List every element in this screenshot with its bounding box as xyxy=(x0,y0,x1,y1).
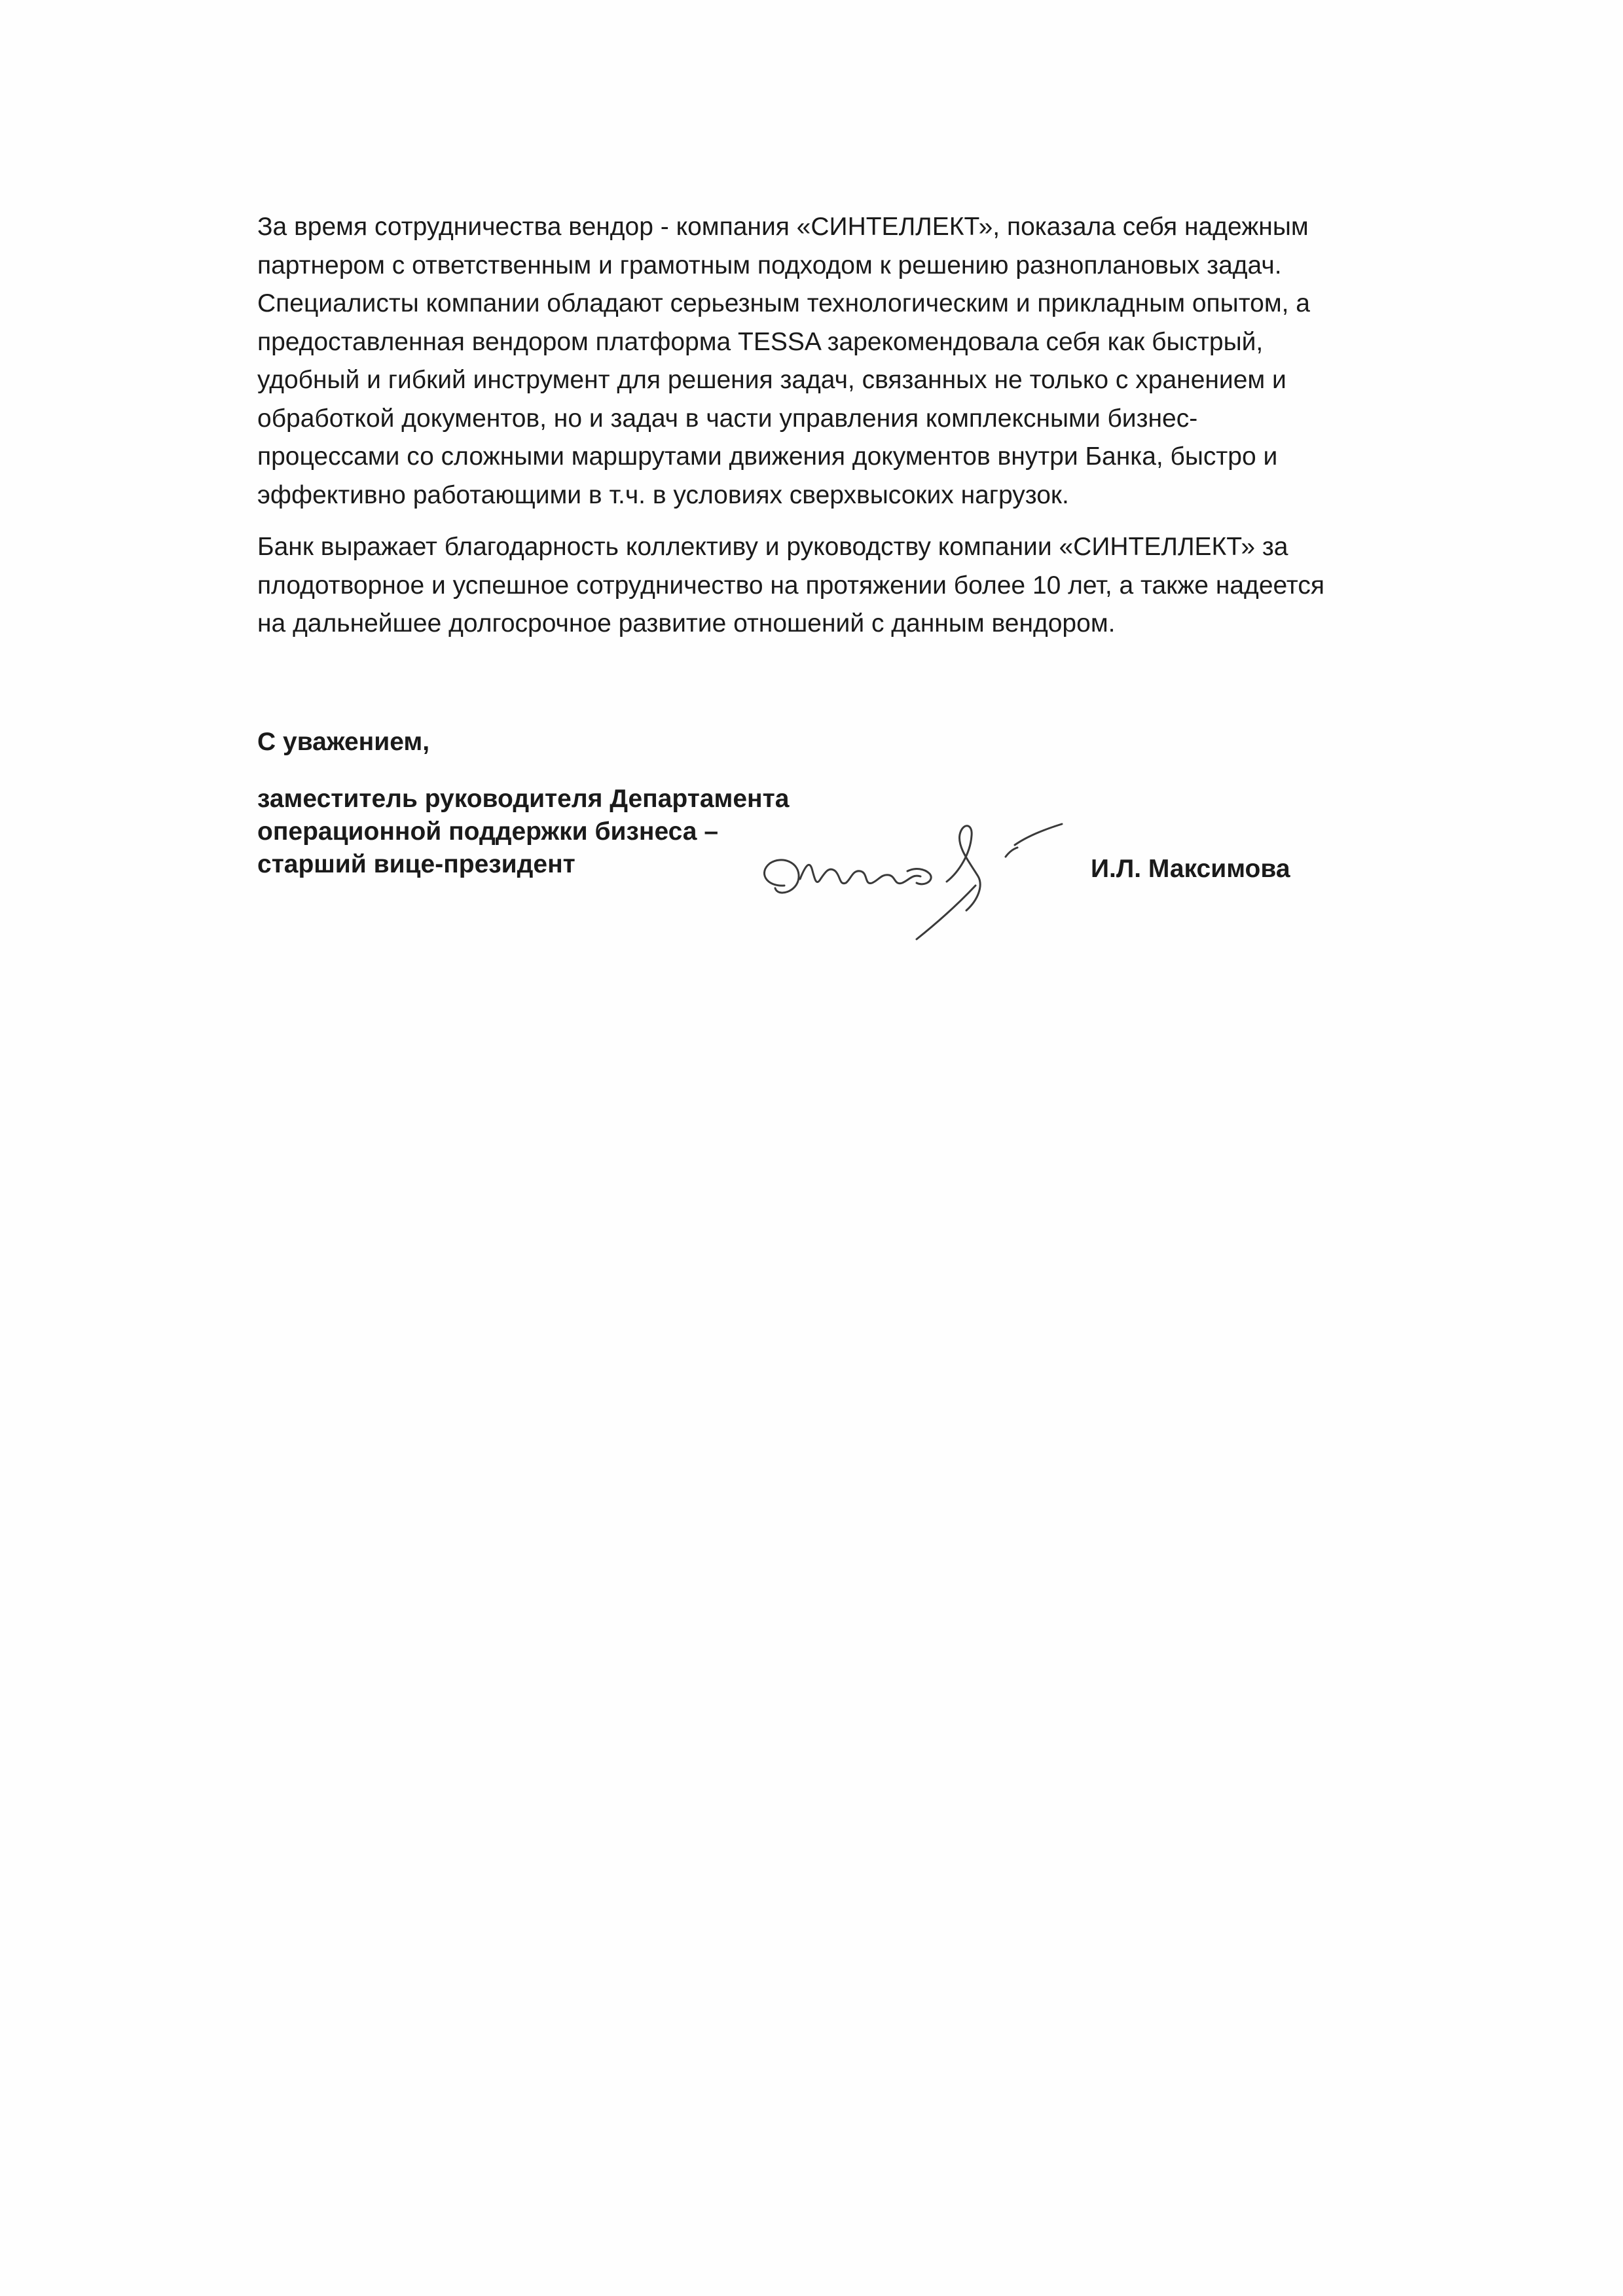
paragraph-line: предоставленная вендором платформа TESSA зарекомендовала себя как быстрый, xyxy=(257,327,1264,356)
paragraph-line: процессами со сложными маршрутами движения документов внутри Банка, быстро и xyxy=(257,442,1278,471)
paragraph-line: Специалисты компании обладают серьезным технологическим и прикладным опытом, а xyxy=(257,289,1310,317)
signer-name: И.Л. Максимова xyxy=(1091,855,1290,883)
handwritten-signature xyxy=(753,795,1080,952)
paragraph-line: на дальнейшее долгосрочное развитие отношений с данным вендором. xyxy=(257,609,1116,637)
signature-stroke xyxy=(764,860,799,893)
closing-salutation: С уважением, xyxy=(257,728,430,756)
signature-stroke xyxy=(1015,824,1062,845)
signer-title xyxy=(257,783,789,881)
signer-title-line: операционной поддержки бизнеса – xyxy=(257,817,719,846)
signature-strokes xyxy=(764,824,1062,939)
paragraph-line: удобный и гибкий инструмент для решения задач, связанных не только с хранением и xyxy=(257,366,1286,394)
signer-title-line: заместитель руководителя Департамента xyxy=(257,785,790,813)
paragraph-line: партнером с ответственным и грамотным подходом к решению разноплановых задач. xyxy=(257,251,1282,279)
paragraph-line: эффективно работающими в т.ч. в условиях сверхвысоких нагрузок. xyxy=(257,480,1069,509)
body-paragraph-2 xyxy=(257,528,1383,643)
paragraph-line: обработкой документов, но и задач в части управления комплексными бизнес- xyxy=(257,404,1198,433)
body-paragraph-1 xyxy=(257,208,1383,514)
signer-title-line: старший вице-президент xyxy=(257,850,575,878)
signature-stroke xyxy=(917,886,976,939)
paragraph-line: Банк выражает благодарность коллективу и руководству компании «СИНТЕЛЛЕКТ» за xyxy=(257,533,1288,561)
paragraph-line: плодотворное и успешное сотрудничество на протяжении более 10 лет, а также надеется xyxy=(257,571,1324,600)
signature-stroke xyxy=(800,865,921,883)
signature-stroke xyxy=(1006,848,1017,857)
paragraph-line: За время сотрудничества вендор - компания «СИНТЕЛЛЕКТ», показала себя надежным xyxy=(257,213,1309,241)
